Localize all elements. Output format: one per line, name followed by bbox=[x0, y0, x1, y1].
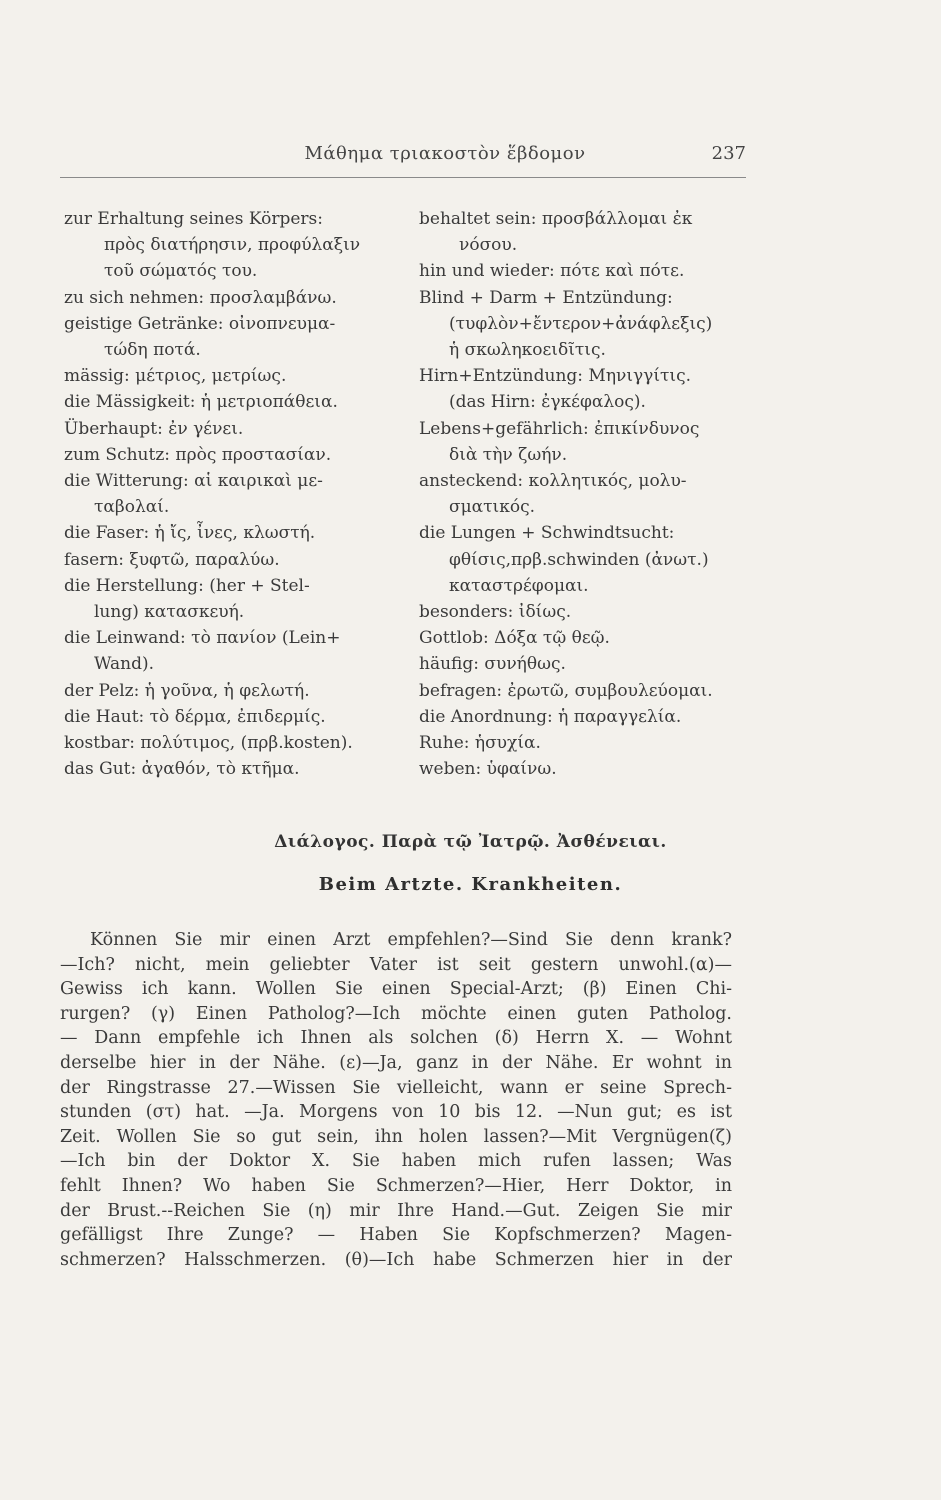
vocab-line: das Gut: ἀγαθόν, τὸ κτῆμα. bbox=[64, 759, 300, 780]
vocab-line: ἡ σκωληκοειδῖτις. bbox=[449, 340, 606, 361]
vocab-line: zum Schutz: πρὸς προστασίαν. bbox=[64, 444, 332, 465]
vocab-line: die Leinwand: τὸ πανίον (Lein+ bbox=[64, 628, 341, 649]
vocab-line: σματικός. bbox=[449, 497, 535, 518]
vocab-line: die Mässigkeit: ἡ μετριοπάθεια. bbox=[64, 392, 338, 413]
vocab-line: νόσου. bbox=[459, 235, 518, 256]
dialogue-line: —Ich? nicht, mein geliebter Vater ist seit gestern unwohl.(α)— bbox=[60, 954, 732, 975]
vocab-line: (τυφλὸν+ἔντερον+ἀνάφλεξις) bbox=[449, 313, 713, 334]
vocab-line: Blind + Darm + Entzündung: bbox=[419, 287, 673, 308]
vocab-line: geistige Getränke: οἰνοπνευμα- bbox=[64, 313, 336, 334]
vocab-line: τοῦ σώματός του. bbox=[104, 261, 258, 282]
vocab-line: φθίσις,πρβ.schwinden (ἀνωτ.) bbox=[449, 549, 709, 570]
vocab-line: lung) κατασκευή. bbox=[94, 602, 245, 623]
vocab-line: die Haut: τὸ δέρμα, ἐπιδερμίς. bbox=[64, 706, 326, 727]
dialogue-line: rurgen? (γ) Einen Patholog?—Ich möchte einen guten Patholog. bbox=[60, 1003, 732, 1024]
dialogue-heading-german: Beim Artzte. Krankheiten. bbox=[318, 874, 623, 895]
vocab-line: die Lungen + Schwindtsucht: bbox=[419, 523, 675, 544]
dialogue-line: der Brust.--Reichen Sie (η) mir Ihre Hand.—Gut. Zeigen Sie mir bbox=[60, 1200, 732, 1221]
vocab-line: διὰ τὴν ζωήν. bbox=[449, 444, 568, 465]
vocab-line: die Herstellung: (her + Stel- bbox=[64, 575, 310, 596]
vocab-line: die Anordnung: ἡ παραγγελία. bbox=[419, 706, 682, 727]
vocab-line: Lebens+gefährlich: ἐπικίνδυνος bbox=[419, 418, 700, 439]
vocab-line: καταστρέφομαι. bbox=[449, 575, 589, 596]
vocab-line: πρὸς διατήρησιν, προφύλαξιν bbox=[104, 235, 361, 256]
vocab-line: Ruhe: ἡσυχία. bbox=[419, 733, 541, 754]
vocab-line: hin und wieder: πότε καὶ πότε. bbox=[419, 261, 685, 282]
dialogue-text bbox=[60, 928, 732, 1272]
vocab-line: zur Erhaltung seines Körpers: bbox=[64, 209, 323, 229]
page-number: 237 bbox=[711, 143, 746, 164]
vocab-line: besonders: ἰδίως. bbox=[419, 602, 572, 623]
dialogue-line: Zeit. Wollen Sie so gut sein, ihn holen lassen?—Mit Vergnügen(ζ) bbox=[60, 1126, 732, 1147]
dialogue-line: der Ringstrasse 27.—Wissen Sie vielleicht, wann er seine Sprech- bbox=[60, 1077, 732, 1098]
vocab-line: kostbar: πολύτιμος, (πρβ.kosten). bbox=[64, 733, 353, 754]
vocabulary-column-right bbox=[419, 206, 754, 782]
dialogue-line: derselbe hier in der Nähe. (ε)—Ja, ganz in der Nähe. Er wohnt in bbox=[60, 1052, 732, 1073]
vocab-line: die Witterung: αἱ καιρικαὶ με- bbox=[64, 471, 323, 492]
dialogue-line: schmerzen? Halsschmerzen. (θ)—Ich habe Schmerzen hier in der bbox=[60, 1249, 732, 1270]
vocab-line: τώδη ποτά. bbox=[104, 340, 201, 361]
vocabulary-column-left bbox=[64, 206, 409, 782]
vocab-line: weben: ὑφαίνω. bbox=[419, 759, 557, 780]
dialogue-line: stunden (στ) hat. —Ja. Morgens von 10 bis 12. —Nun gut; es ist bbox=[60, 1102, 732, 1123]
vocab-line: zu sich nehmen: προσλαμβάνω. bbox=[64, 287, 337, 308]
vocab-line: der Pelz: ἡ γοῦνα, ἡ φελωτή. bbox=[64, 680, 310, 701]
dialogue-line: gefälligst Ihre Zunge? — Haben Sie Kopfschmerzen? Magen- bbox=[60, 1225, 732, 1246]
vocab-line: Wand). bbox=[94, 654, 154, 675]
vocab-line: Überhaupt: ἐν γένει. bbox=[64, 418, 244, 439]
dialogue-line: Können Sie mir einen Arzt empfehlen?—Sind Sie denn krank? bbox=[90, 930, 732, 950]
dialogue-line: —Ich bin der Doktor X. Sie haben mich rufen lassen; Was bbox=[60, 1151, 732, 1172]
dialogue-line: fehlt Ihnen? Wo haben Sie Schmerzen?—Hier, Herr Doktor, in bbox=[60, 1175, 732, 1196]
vocab-line: ταβολαί. bbox=[94, 497, 170, 518]
vocab-line: behaltet sein: προσβάλλομαι ἐκ bbox=[419, 209, 693, 229]
vocab-line: ansteckend: κολλητικός, μολυ- bbox=[419, 471, 687, 492]
dialogue-heading-greek: Διάλογος. Παρὰ τῷ Ἰατρῷ. Ἀσθένειαι. bbox=[274, 832, 667, 852]
vocab-line: häufig: συνήθως. bbox=[419, 654, 566, 675]
vocab-line: Hirn+Entzündung: Μηνιγγίτις. bbox=[419, 366, 691, 387]
vocab-line: die Faser: ἡ ἴς, ἶνες, κλωστή. bbox=[64, 523, 316, 544]
vocab-line: befragen: ἐρωτῶ, συμβουλεύομαι. bbox=[419, 680, 713, 701]
dialogue-line: — Dann empfehle ich Ihnen als solchen (δ) Herrn X. — Wohnt bbox=[60, 1028, 732, 1049]
vocab-line: (das Hirn: ἐγκέφαλος). bbox=[449, 392, 646, 413]
running-header bbox=[60, 143, 746, 178]
vocab-line: mässig: μέτριος, μετρίως. bbox=[64, 366, 287, 387]
chapter-title: Μάθημα τριακοστὸν ἕβδομον bbox=[304, 143, 586, 164]
vocab-line: Gottlob: Δόξα τῷ θεῷ. bbox=[419, 628, 610, 649]
vocab-line: fasern: ξυφτῶ, παραλύω. bbox=[64, 549, 280, 570]
dialogue-line: Gewiss ich kann. Wollen Sie einen Special-Arzt; (β) Einen Chi- bbox=[60, 979, 732, 1000]
